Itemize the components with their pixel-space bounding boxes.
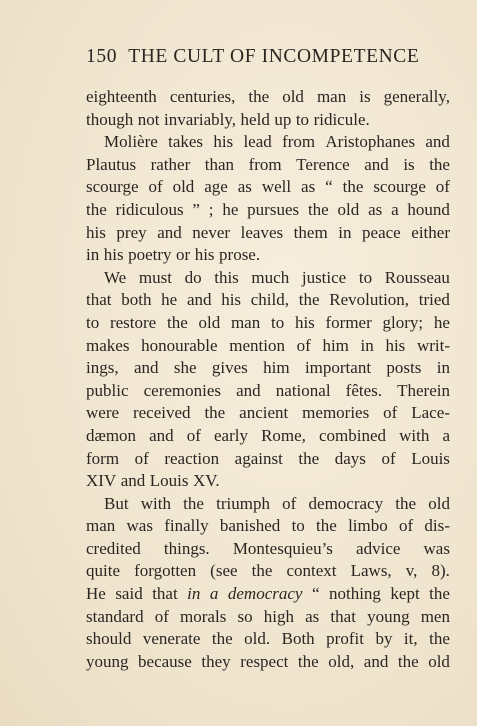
- word: than: [204, 154, 235, 174]
- word: the: [183, 493, 204, 513]
- word: Louis: [411, 448, 450, 468]
- word: Louis: [149, 471, 189, 491]
- text-line: [86, 606, 450, 629]
- word: ridiculous: [115, 199, 184, 219]
- text-line: [86, 312, 450, 335]
- word: standard: [86, 606, 144, 626]
- word: old: [198, 312, 221, 332]
- word: do: [184, 267, 202, 287]
- word: him: [322, 335, 349, 355]
- word: ceremonies: [143, 380, 222, 400]
- word: gives: [211, 358, 248, 378]
- word: either: [411, 222, 450, 242]
- word: the: [86, 199, 107, 219]
- word: and: [425, 132, 450, 152]
- word: the: [204, 403, 226, 423]
- word: his: [194, 245, 215, 265]
- text-line: [86, 515, 450, 538]
- word: he: [161, 290, 178, 310]
- word: ancient: [239, 403, 289, 423]
- word: mention: [229, 335, 285, 355]
- text-line: [86, 109, 450, 132]
- word: national: [275, 380, 331, 400]
- word: democracy: [308, 493, 384, 513]
- word: and: [186, 290, 212, 310]
- word: man: [316, 87, 347, 106]
- word: men: [420, 606, 450, 626]
- text-line: [86, 131, 450, 154]
- word: venerate: [142, 629, 201, 649]
- text-line: [86, 560, 450, 583]
- word: 8).: [431, 561, 450, 581]
- text-line: [86, 267, 450, 290]
- word: his: [213, 132, 234, 152]
- word: of: [154, 606, 169, 626]
- word: the: [429, 629, 450, 649]
- word: poetry: [128, 245, 172, 265]
- word: that: [152, 584, 178, 604]
- word: leaves: [240, 222, 284, 242]
- word: ;: [208, 199, 214, 219]
- word: he: [222, 199, 239, 219]
- word: “: [325, 177, 333, 197]
- word: Molière: [104, 132, 158, 152]
- word: posts: [386, 358, 422, 378]
- word: because: [138, 651, 192, 671]
- word: both: [121, 290, 152, 310]
- word: profit: [326, 629, 364, 649]
- page-number: 150: [86, 46, 118, 67]
- word: old.: [244, 629, 271, 649]
- word: and: [133, 358, 159, 378]
- word: in: [187, 584, 201, 604]
- running-header: [86, 44, 450, 70]
- word: Revolution,: [329, 290, 410, 310]
- word: old: [282, 87, 304, 106]
- word: honourable: [141, 335, 218, 355]
- word: lead: [243, 132, 272, 152]
- body-text: [86, 86, 450, 673]
- word: restore: [109, 312, 157, 332]
- text-line: [86, 583, 450, 606]
- word: rather: [150, 154, 191, 174]
- word: must: [138, 267, 172, 287]
- text-line: [86, 448, 450, 471]
- word: old: [428, 493, 450, 513]
- word: hound: [407, 199, 450, 219]
- word: to: [291, 516, 305, 536]
- text-line: [86, 335, 450, 358]
- word: as: [305, 606, 320, 626]
- word: his: [103, 245, 124, 265]
- text-line: [86, 493, 450, 516]
- word: Therein: [397, 380, 450, 400]
- word: man: [86, 516, 116, 536]
- word: But: [104, 493, 129, 513]
- word: a: [442, 425, 450, 445]
- word: the: [298, 448, 320, 468]
- word: XV.: [193, 471, 220, 491]
- word: he: [433, 312, 450, 332]
- word: his: [294, 312, 315, 332]
- word: is: [403, 154, 415, 174]
- word: glory;: [382, 312, 424, 332]
- word: so: [237, 606, 253, 626]
- text-line: [86, 425, 450, 448]
- word: should: [86, 629, 132, 649]
- word: ridicule.: [313, 109, 370, 129]
- word: writ-: [416, 335, 450, 355]
- word: Rome,: [261, 425, 306, 445]
- word: credited: [86, 538, 141, 558]
- word: advice: [356, 538, 401, 558]
- word: the: [429, 154, 450, 174]
- word: and: [236, 380, 261, 400]
- word: dæmon: [86, 425, 137, 445]
- text-line: [86, 651, 450, 674]
- running-title: THE CULT OF INCOMPETENCE: [128, 46, 420, 67]
- word: and: [157, 222, 182, 242]
- word: the: [307, 199, 329, 219]
- text-line: [86, 402, 450, 425]
- word: were: [86, 403, 120, 423]
- word: the: [342, 177, 364, 197]
- word: young: [367, 606, 410, 626]
- word: old: [172, 177, 195, 197]
- word: the: [211, 629, 233, 649]
- word: was: [126, 516, 153, 536]
- word: scourge: [373, 177, 426, 197]
- word: old,: [328, 651, 355, 671]
- word: Rousseau: [384, 267, 450, 287]
- word: him: [263, 358, 290, 378]
- word: memories: [302, 403, 370, 423]
- word: of: [435, 177, 450, 197]
- word: prey: [116, 222, 147, 242]
- word: in: [436, 358, 450, 378]
- word: of: [399, 516, 414, 536]
- word: the: [429, 584, 450, 604]
- text-line: [86, 244, 450, 267]
- text-line: [86, 538, 450, 561]
- word: early: [214, 425, 248, 445]
- word: ings,: [86, 358, 119, 378]
- word: the: [251, 561, 273, 581]
- word: is: [359, 87, 371, 106]
- word: and: [120, 471, 146, 491]
- word: Laws,: [350, 561, 392, 581]
- word: against: [234, 448, 283, 468]
- text-line: [86, 628, 450, 651]
- text-line: [86, 176, 450, 199]
- word: said: [115, 584, 143, 604]
- word: in: [360, 335, 374, 355]
- word: the: [395, 493, 417, 513]
- word: age: [204, 177, 228, 197]
- word: of: [383, 403, 398, 423]
- word: Both: [281, 629, 315, 649]
- word: generally,: [383, 87, 450, 106]
- word: a: [391, 199, 399, 219]
- word: man: [230, 312, 261, 332]
- word: banished: [219, 516, 281, 536]
- word: dis-: [424, 516, 450, 536]
- word: scourge: [86, 177, 139, 197]
- word: Lace-: [411, 403, 450, 423]
- word: peace: [362, 222, 401, 242]
- text-line: [86, 470, 450, 493]
- word: a: [209, 584, 219, 604]
- word: Aristophanes: [325, 132, 416, 152]
- word: with: [399, 425, 430, 445]
- word: it,: [403, 629, 418, 649]
- word: the: [248, 87, 270, 106]
- word: morals: [180, 606, 227, 626]
- word: context: [286, 561, 337, 581]
- word: and: [364, 154, 389, 174]
- word: as: [237, 177, 252, 197]
- word: justice: [301, 267, 347, 287]
- word: by: [375, 629, 393, 649]
- word: of: [282, 493, 297, 513]
- word: triumph: [216, 493, 270, 513]
- word: form: [86, 448, 120, 468]
- word: combined: [319, 425, 387, 445]
- word: prose.: [219, 245, 261, 265]
- word: received: [132, 403, 191, 423]
- word: public: [86, 380, 129, 400]
- word: “: [311, 584, 320, 604]
- word: this: [214, 267, 239, 287]
- word: takes: [168, 132, 204, 152]
- text-line: [86, 289, 450, 312]
- word: and: [149, 425, 174, 445]
- word: held: [240, 109, 270, 129]
- word: Terence: [296, 154, 350, 174]
- word: former: [325, 312, 372, 332]
- word: democracy: [227, 584, 303, 604]
- word: of: [148, 177, 163, 197]
- word: days: [334, 448, 366, 468]
- word: young: [86, 651, 129, 671]
- word: the: [316, 516, 337, 536]
- word: ”: [192, 199, 200, 219]
- word: respect: [240, 651, 289, 671]
- word: things.: [163, 538, 210, 558]
- text-line: [86, 86, 450, 109]
- text-line: [86, 154, 450, 177]
- word: with: [140, 493, 171, 513]
- word: He: [86, 584, 106, 604]
- word: limbo: [348, 516, 388, 536]
- word: invariably,: [163, 109, 237, 129]
- word: much: [251, 267, 290, 287]
- word: important: [304, 358, 372, 378]
- word: and: [363, 651, 389, 671]
- word: the: [297, 651, 319, 671]
- word: never: [192, 222, 231, 242]
- word: the: [397, 651, 419, 671]
- word: child,: [250, 290, 290, 310]
- word: reaction: [164, 448, 220, 468]
- word: finally: [164, 516, 209, 536]
- word: of: [381, 448, 396, 468]
- word: from: [282, 132, 316, 152]
- text-line: [86, 222, 450, 245]
- word: old: [428, 651, 450, 671]
- word: quite: [86, 561, 120, 581]
- word: of: [134, 448, 149, 468]
- word: in: [338, 222, 352, 242]
- word: forgotten: [134, 561, 197, 581]
- word: the: [166, 312, 188, 332]
- word: eighteenth: [86, 87, 157, 106]
- word: they: [201, 651, 231, 671]
- word: nothing: [328, 584, 381, 604]
- word: to: [358, 267, 373, 287]
- word: in: [86, 245, 100, 265]
- text-line: [86, 357, 450, 380]
- word: (see: [210, 561, 238, 581]
- word: Plautus: [86, 154, 137, 174]
- word: of: [186, 425, 201, 445]
- word: kept: [390, 584, 420, 604]
- word: his: [221, 290, 242, 310]
- word: v,: [405, 561, 418, 581]
- word: pursues: [247, 199, 300, 219]
- word: high: [263, 606, 294, 626]
- word: the: [298, 290, 320, 310]
- word: well: [261, 177, 292, 197]
- word: his: [86, 222, 106, 242]
- word: up: [274, 109, 292, 129]
- word: Montesquieu’s: [232, 538, 333, 558]
- word: was: [423, 538, 450, 558]
- word: of: [296, 335, 311, 355]
- word: centuries,: [169, 87, 236, 106]
- word: to: [295, 109, 310, 129]
- text-line: [86, 380, 450, 403]
- word: as: [301, 177, 316, 197]
- word: or: [176, 245, 191, 265]
- word: We: [104, 267, 127, 287]
- word: tried: [418, 290, 450, 310]
- word: his: [385, 335, 406, 355]
- word: XIV: [86, 471, 117, 491]
- word: though: [86, 109, 134, 129]
- word: them: [293, 222, 328, 242]
- text-line: [86, 199, 450, 222]
- word: from: [248, 154, 282, 174]
- word: to: [270, 312, 285, 332]
- word: she: [173, 358, 197, 378]
- word: makes: [86, 335, 130, 355]
- word: that: [86, 290, 112, 310]
- word: fêtes.: [345, 380, 382, 400]
- word: that: [330, 606, 356, 626]
- word: to: [86, 312, 100, 332]
- word: as: [368, 199, 383, 219]
- word: not: [137, 109, 160, 129]
- word: old: [337, 199, 360, 219]
